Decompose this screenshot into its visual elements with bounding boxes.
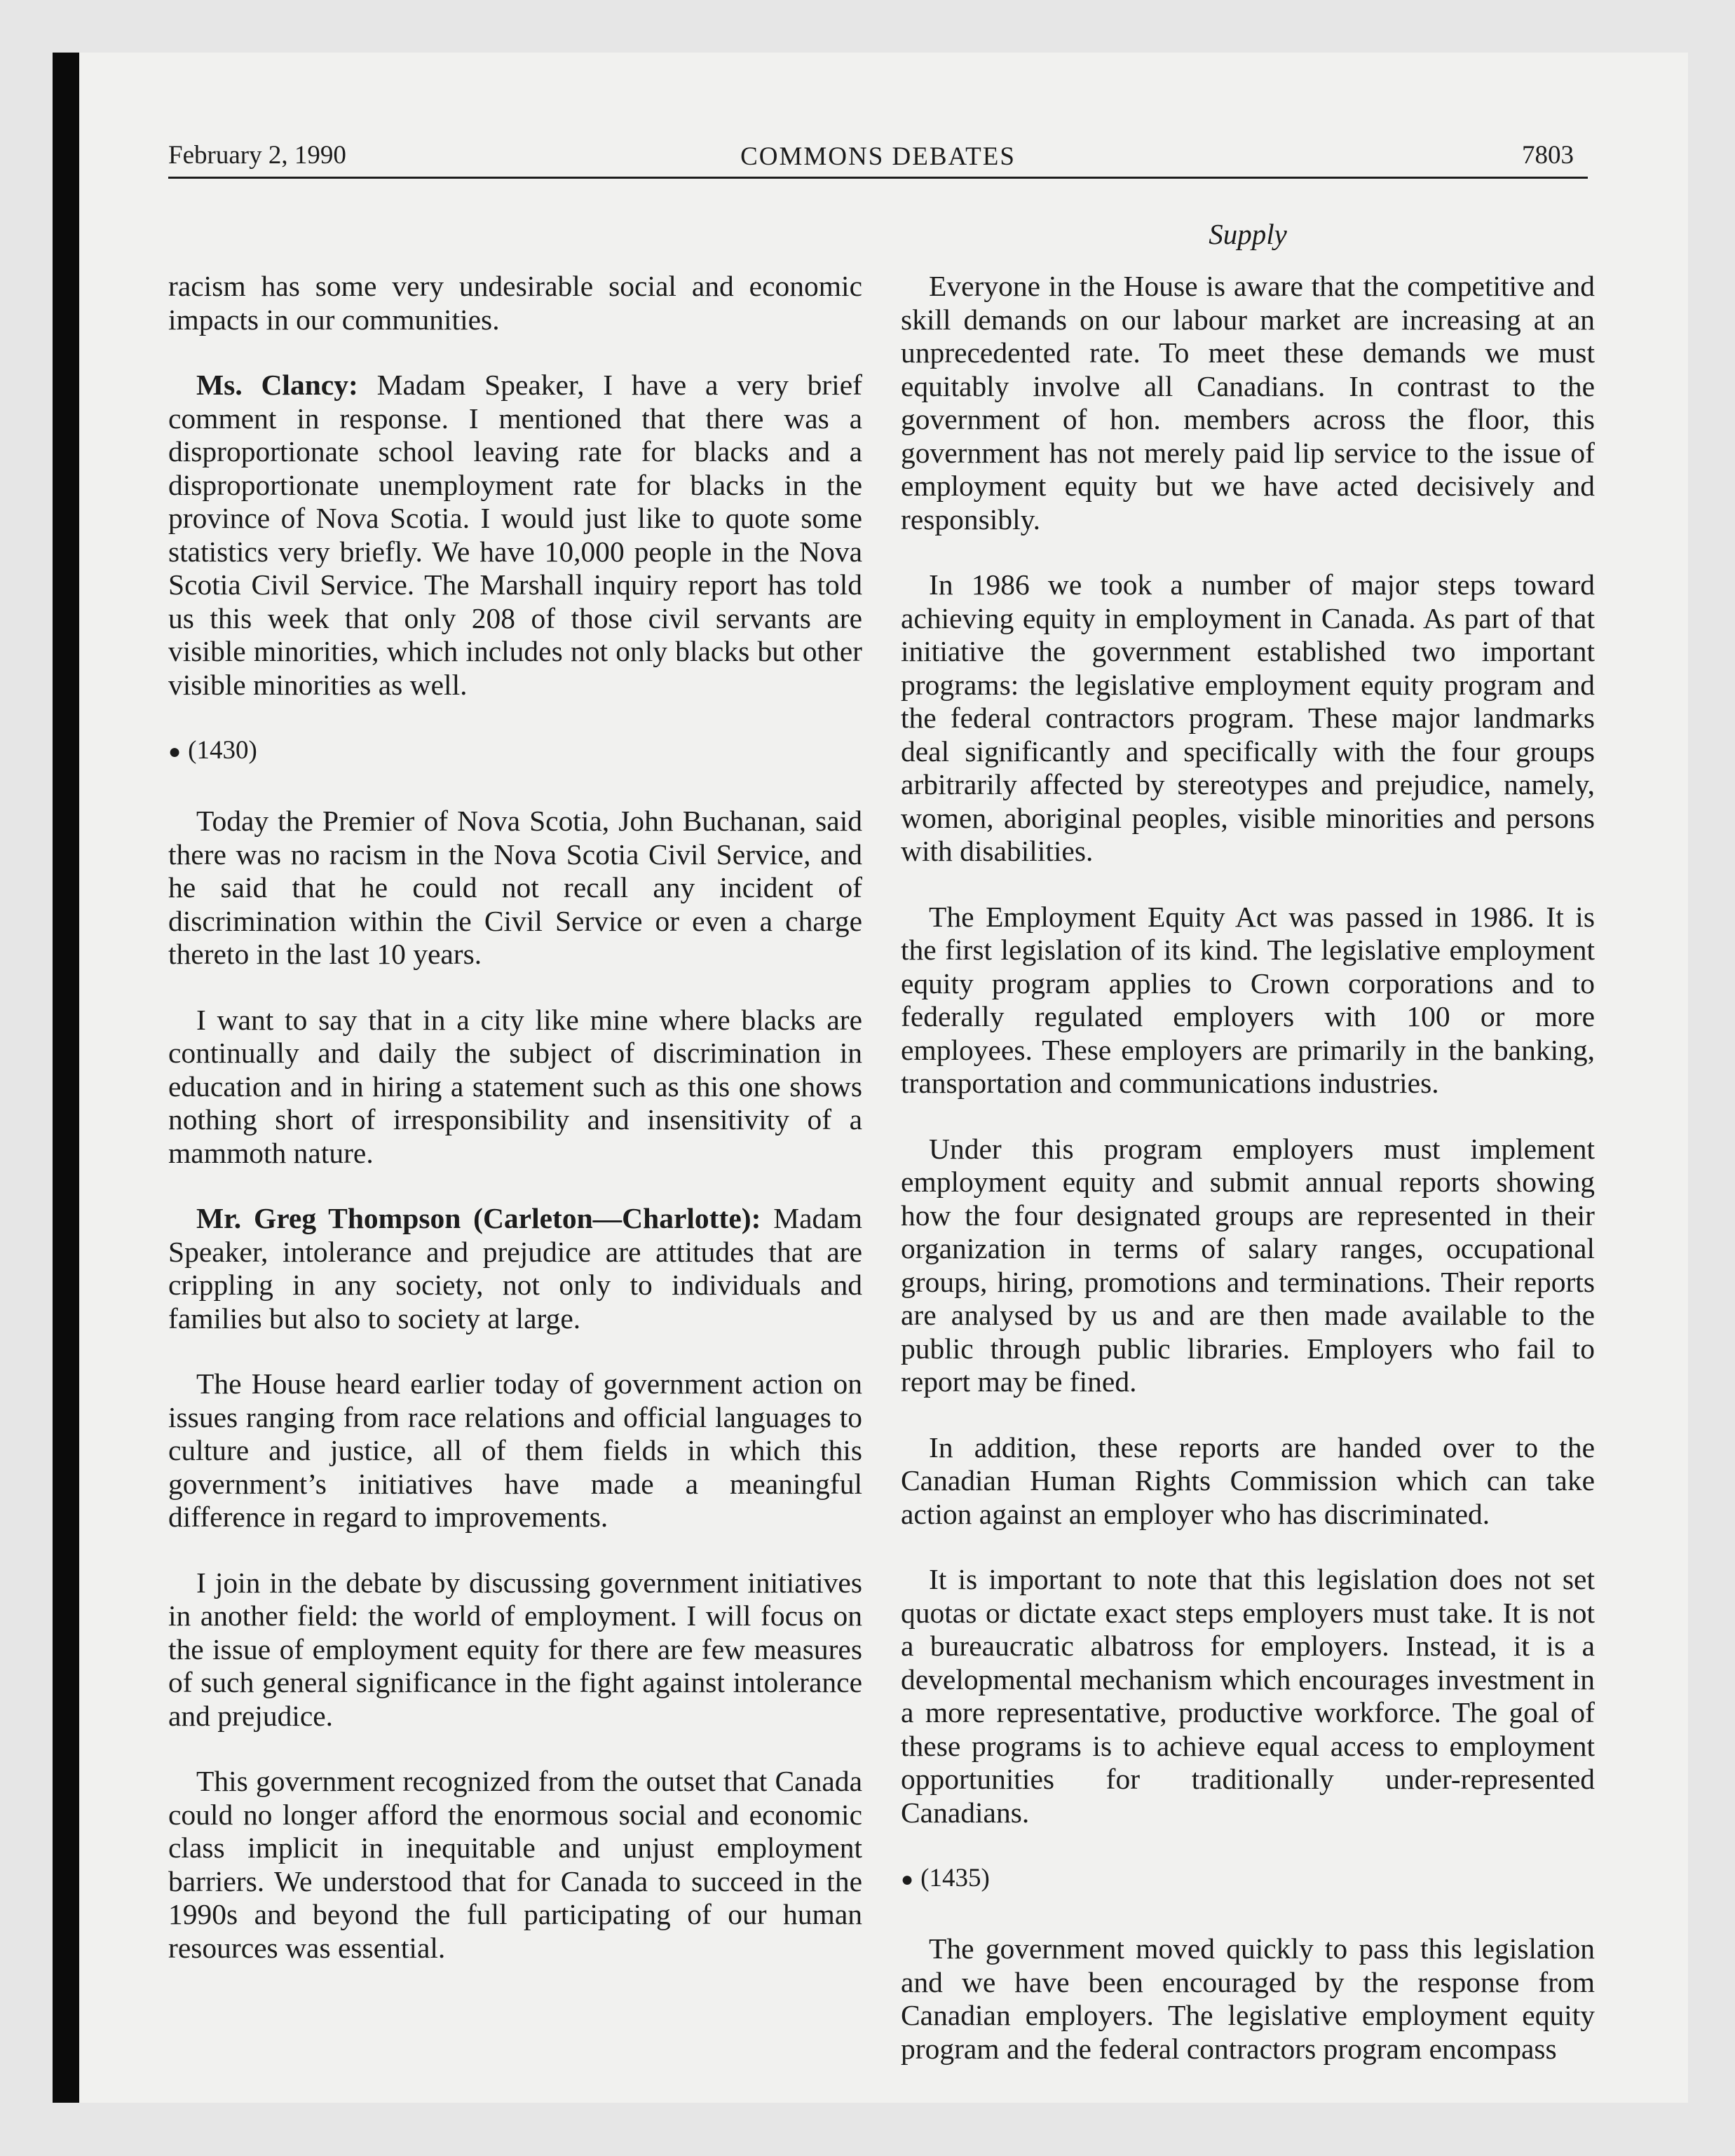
bullet-icon: ● xyxy=(168,740,182,763)
paragraph: Everyone in the House is aware that the competitive and skill demands on our labour market are increasing at an unprecedented rate. To meet these demands we must equitably involve all Canadians. In contrast to the government of hon. members across the floor, this government has not merely paid lip service to the issue of employment equity but we have acted decisively and responsibly. xyxy=(901,270,1595,535)
header-rule xyxy=(168,177,1588,179)
paragraph: The Employment Equity Act was passed in 1986. It is the first legislation of its kind. The legislative employment equity program applies to Crown corporations and to federally regulated employers with 100 or more employees. These employers are primarily in the banking, transportation and communications industries. xyxy=(901,900,1595,1099)
header-date: February 2, 1990 xyxy=(168,141,346,170)
paragraph: Under this program employers must implement employment equity and submit annual reports showing how the four designated groups are represented in their organization in terms of salary ranges, occupational groups, hiring, promotions and terminations. Their reports are analysed by us and are then made available to the public through public libraries. Employers who fail to report may be fined. xyxy=(901,1132,1595,1398)
paragraph xyxy=(168,1202,862,1335)
bullet-icon: ● xyxy=(901,1868,914,1891)
time-marker-label: (1430) xyxy=(188,736,257,765)
speaker-name: Ms. Clancy: xyxy=(196,369,358,401)
paragraph: In 1986 we took a number of major steps toward achieving equity in employment in Canada. As part of that initiative the government established two important programs: the legislative employment equity program and the federal contractors program. These major landmarks deal significantly and specifically with the four groups arbitrarily affected by stereotypes and prejudice, namely, women, aboriginal peoples, visible minorities and persons with disabilities. xyxy=(901,568,1595,867)
scan-edge-bar xyxy=(53,53,79,2103)
speaker-name: Mr. Greg Thompson (Carleton—Charlotte): xyxy=(196,1202,761,1234)
time-marker-label: (1435) xyxy=(920,1864,990,1892)
paragraph: racism has some very undesirable social and economic impacts in our communities. xyxy=(168,270,862,336)
time-marker xyxy=(168,734,862,768)
paragraph: The House heard earlier today of government action on issues ranging from race relations and official languages to culture and justice, all of them fields in which this government’s initiatives have made a meaningful difference in regard to improvements. xyxy=(168,1367,862,1533)
header-page-number: 7803 xyxy=(1522,141,1574,170)
header-title: COMMONS DEBATES xyxy=(740,142,1016,171)
right-column xyxy=(901,270,1595,2098)
paragraph: It is important to note that this legislation does not set quotas or dictate exact steps employers must take. It is not a bureaucratic albatross for employers. Instead, it is a developmental mechanism which encourages investment in a more representative, productive workforce. The goal of these programs is to achieve equal access to employment opportunities for traditionally under-represented Canadians. xyxy=(901,1563,1595,1829)
paragraph: This government recognized from the outset that Canada could no longer afford the enormous social and economic class implicit in inequitable and unjust employment barriers. We understood that for Canada to succeed in the 1990s and beyond the full participating of our human resources was essential. xyxy=(168,1765,862,1964)
paragraph xyxy=(168,369,862,702)
paragraph: The government moved quickly to pass this legislation and we have been encouraged by the response from Canadian employers. The legislative employment equity program and the federal contractors program encompass xyxy=(901,1932,1595,2065)
paragraph: In addition, these reports are handed over to the Canadian Human Rights Commission which can take action against an employer who has discriminated. xyxy=(901,1431,1595,1530)
left-column xyxy=(168,270,862,1997)
paragraph: Today the Premier of Nova Scotia, John Buchanan, said there was no racism in the Nova Scotia Civil Service, and he said that he could not recall any incident of discrimination within the Civil Service or even a charge thereto in the last 10 years. xyxy=(168,805,862,970)
speech-text: Madam Speaker, intolerance and prejudice are attitudes that are crippling in any society, not only to individuals and families but also to society at large. xyxy=(168,1202,862,1335)
page-header xyxy=(168,140,1588,182)
speech-text: Madam Speaker, I have a very brief comment in response. I mentioned that there was a disproportionate school leaving rate for blacks and a disproportionate unemployment rate for blacks in the province of Nova Scotia. I would just like to quote some statistics very briefly. We have 10,000 people in the Nova Scotia Civil Service. The Marshall inquiry report has told us this week that only 208 of those civil servants are visible minorities, which includes not only blacks but other visible minorities as well. xyxy=(168,369,862,701)
paragraph: I want to say that in a city like mine where blacks are continually and daily the subject of discrimination in education and in hiring a statement such as this one shows nothing short of irresponsibility and insensitivity of a mammoth nature. xyxy=(168,1003,862,1169)
time-marker xyxy=(901,1862,1595,1896)
paragraph: I join in the debate by discussing government initiatives in another field: the world of employment. I will focus on the issue of employment equity for there are few measures of such general significance in the fight against intolerance and prejudice. xyxy=(168,1566,862,1732)
section-title: Supply xyxy=(1209,218,1287,250)
